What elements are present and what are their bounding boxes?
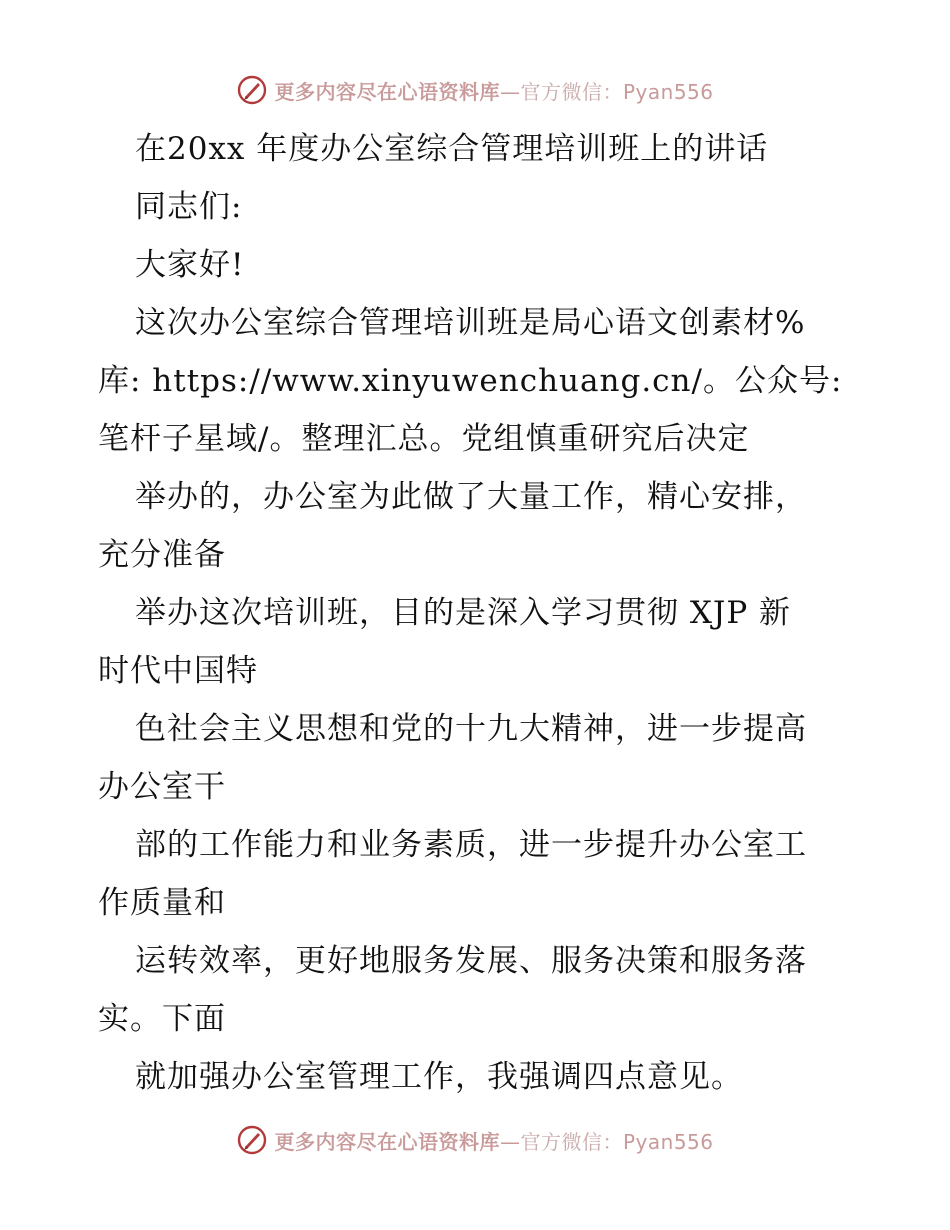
watermark-main-text: 更多内容尽在心语资料库 xyxy=(274,79,500,104)
footer-watermark-banner xyxy=(0,1120,950,1160)
watermark-main-text: 更多内容尽在心语资料库 xyxy=(274,1129,500,1154)
document-body xyxy=(98,120,878,1106)
quill-pen-logo-icon xyxy=(236,1124,268,1156)
text-line: 充分准备 xyxy=(98,537,226,573)
text-line: 运转效率，更好地服务发展、服务决策和服务落 xyxy=(135,943,807,979)
text-line: 就加强办公室管理工作，我强调四点意见。 xyxy=(135,1059,743,1095)
watermark-wechat-label: 官方微信： xyxy=(520,1129,623,1154)
text-line: 部的工作能力和业务素质，进一步提升办公室工 xyxy=(135,827,807,863)
text-line: 这次办公室综合管理培训班是局心语文创素材% xyxy=(135,305,806,341)
text-line: 时代中国特 xyxy=(98,653,258,689)
text-line: 办公室干 xyxy=(98,769,226,805)
watermark-account: Pyan556 xyxy=(622,1129,714,1154)
watermark-text xyxy=(274,1126,713,1155)
text-line: 笔杆子星域/。整理汇总。党组慎重研究后决定 xyxy=(98,421,750,457)
text-line: 举办这次培训班，目的是深入学习贯彻 XJP 新 xyxy=(135,595,792,631)
text-line: 举办的，办公室为此做了大量工作，精心安排， xyxy=(135,479,807,515)
greeting: 大家好! xyxy=(135,247,245,283)
watermark-account: Pyan556 xyxy=(622,79,714,104)
watermark-dash: — xyxy=(499,79,521,104)
watermark-dash: — xyxy=(499,1129,521,1154)
salutation: 同志们: xyxy=(135,189,243,225)
watermark-wechat-label: 官方微信： xyxy=(520,79,623,104)
text-line: 库: https://www.xinyuwenchuang.cn/。公众号: xyxy=(98,363,843,399)
document-title: 在20xx 年度办公室综合管理培训班上的讲话 xyxy=(135,131,769,167)
text-line: 色社会主义思想和党的十九大精神，进一步提高 xyxy=(135,711,807,747)
text-line: 实。下面 xyxy=(98,1001,226,1037)
watermark-text xyxy=(274,76,713,105)
text-line: 作质量和 xyxy=(98,885,226,921)
header-watermark-banner xyxy=(0,70,950,110)
quill-pen-logo-icon xyxy=(236,74,268,106)
